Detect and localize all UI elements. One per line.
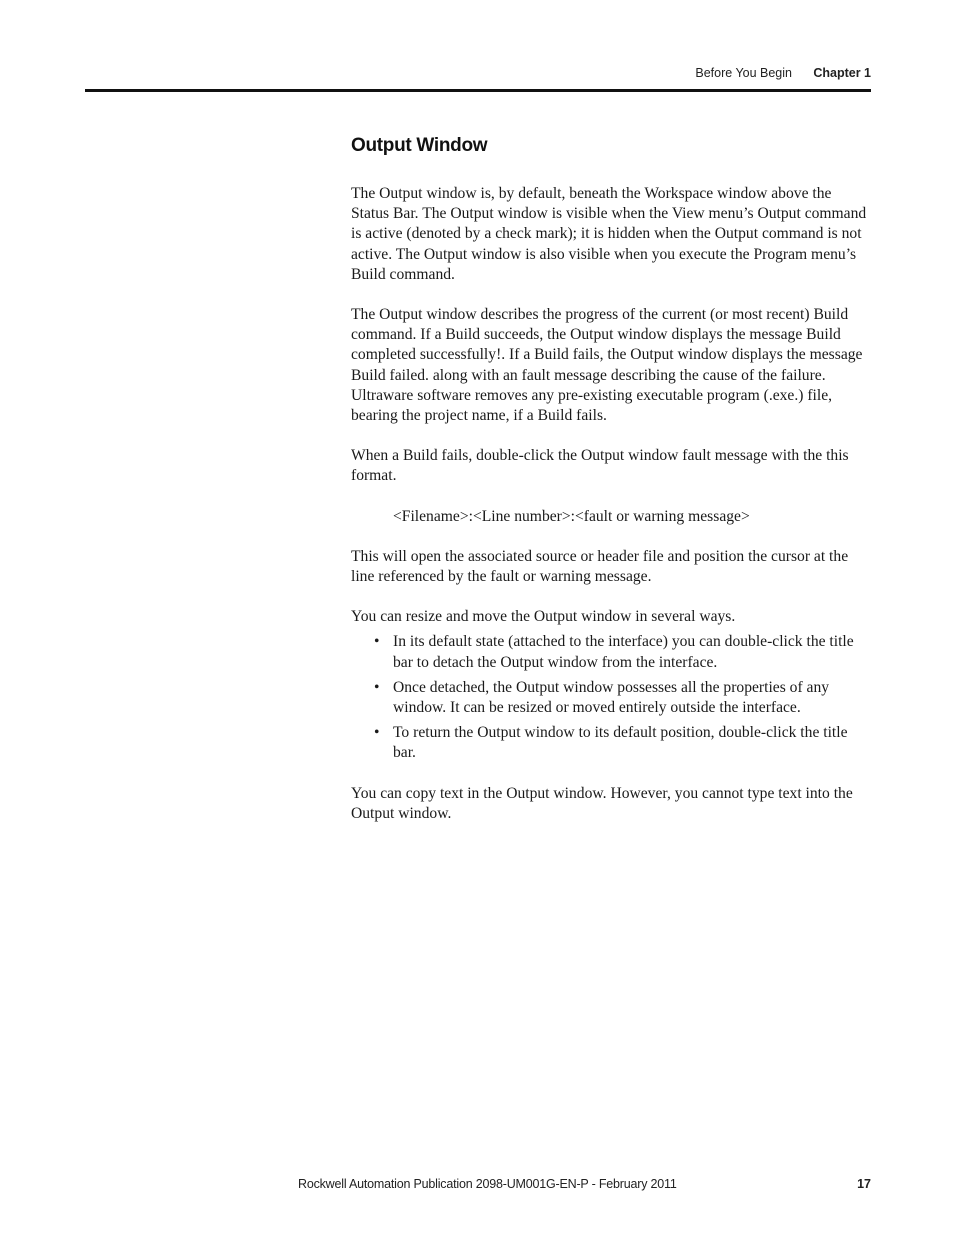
bullet-icon: • xyxy=(374,724,380,742)
page-number: 17 xyxy=(857,1177,871,1191)
paragraph-copy-text: You can copy text in the Output window. However, you cannot type text into the Output window. xyxy=(351,784,853,822)
section-title: Output Window xyxy=(351,135,488,156)
header-chapter-label: Chapter 1 xyxy=(813,66,871,80)
header-section-title: Before You Begin xyxy=(695,66,792,80)
bullet-list xyxy=(351,632,873,763)
bullet-icon: • xyxy=(374,678,380,696)
list-intro: You can resize and move the Output window in several ways. xyxy=(351,608,736,626)
list-item-text: In its default state (attached to the interface) you can double-click the title bar to detach the Output window from the interface. xyxy=(393,633,854,671)
paragraph-build-progress: The Output window describes the progress of the current (or most recent) Build command. If a Build succeeds, the Output window displays the message Build completed successfully!. If a Build fails, the Output window displays the message Build failed. along with an fault message describing the cause of the failure. Ultraware software removes any pre-existing executable program (.exe.) file, bearing the project name, if a Build fails. xyxy=(351,306,863,425)
header-rule xyxy=(85,89,871,92)
list-item-text: To return the Output window to its default position, double-click the title bar. xyxy=(393,724,848,762)
bullet-icon: • xyxy=(374,633,380,651)
running-header xyxy=(85,64,871,84)
format-line: <Filename>:<Line number>:<fault or warning message> xyxy=(393,507,750,525)
main-content xyxy=(351,133,873,844)
list-item-text: Once detached, the Output window possesses all the properties of any window. It can be resized or moved entirely outside the interface. xyxy=(393,678,830,717)
publication-info: Rockwell Automation Publication 2098-UM001G-EN-P - February 2011 xyxy=(298,1177,677,1191)
paragraph-open-source: This will open the associated source or header file and position the cursor at the line referenced by the fault or warning message. xyxy=(351,547,849,586)
list-item xyxy=(351,678,873,718)
list-item xyxy=(351,632,873,672)
paragraph-build-fails: When a Build fails, double-click the Output window fault message with the this format. xyxy=(351,447,849,485)
page-footer xyxy=(85,1175,871,1195)
list-item xyxy=(351,723,873,763)
paragraph-default-location: The Output window is, by default, beneath the Workspace window above the Status Bar. The Output window is visible when the View menu’s Output command is active (denoted by a check mark); it is hidden when the Output command is not active. The Output window is also visible when you execute the Program menu’s Build command. xyxy=(351,185,867,283)
